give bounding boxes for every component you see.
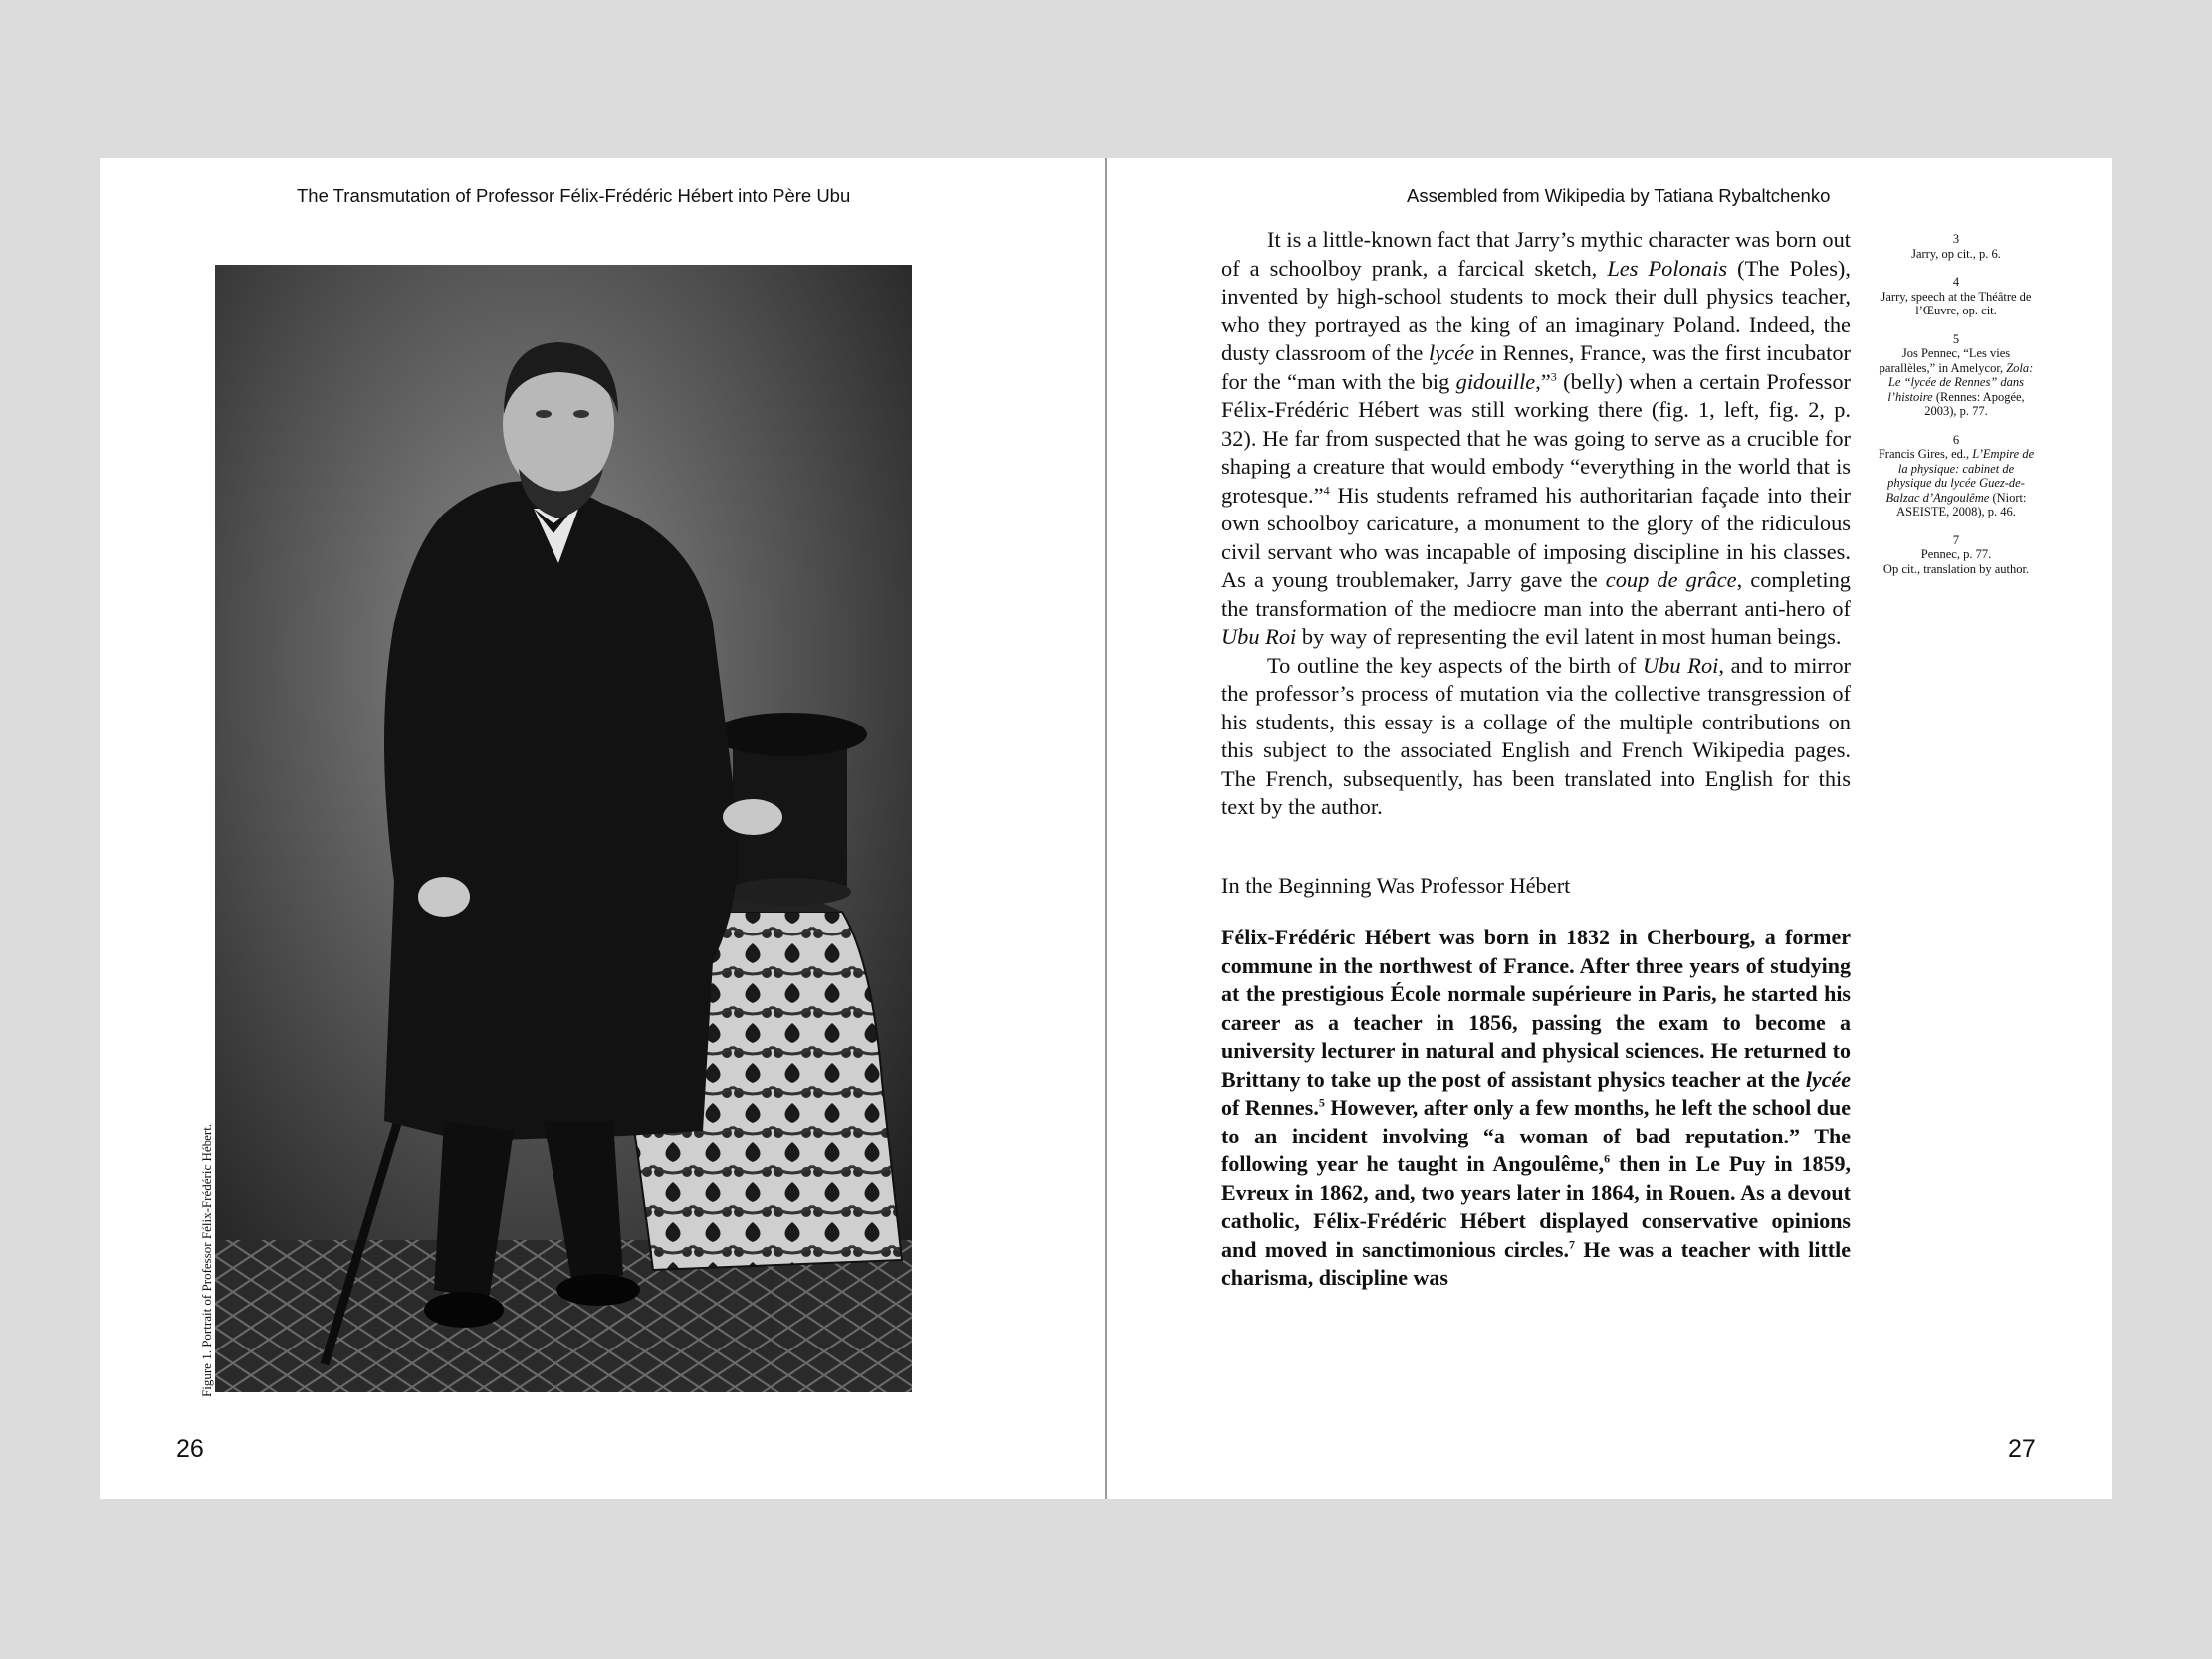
sidenote-3: 3 Jarry, op cit., p. 6.: [1911, 232, 2001, 261]
sidenote-4: 4 Jarry, speech at the Théâtre de l’Œuvre, op. cit.: [1880, 275, 2032, 317]
portrait-photograph: [215, 265, 912, 1392]
section-heading: In the Beginning Was Professor Hébert: [1221, 872, 1571, 898]
right-running-head: Assembled from Wikipedia by Tatiana Rybaltchenko: [1407, 185, 1831, 206]
book-spread: [100, 158, 2112, 1499]
paragraph-3: Félix-Frédéric Hébert was born in 1832 in Cherbourg, a former commune in the northwest of France. After three years of studying at the prestigious École normale supérieure in Paris, he started his career as a teacher in 1856, passing the exam to become a university lecturer in natural and physical sciences. He returned to Brittany to take up the post of assistant physics teacher at the lycée of Rennes.$^5$ However, after only a few months, he left the school due to an incident involving “a woman of bad reputation.” The following year he taught in Angoulême,$^6$ then in Le Puy in 1859, Evreux in 1862, and, two years later in 1864, in Rouen. As a devout catholic, Félix-Frédéric Hébert displayed conservative opinions and moved in sanctimonious circles.$^7$ He was a teacher with little charisma, discipline was: [1221, 925, 1852, 1290]
main-body-text: [1221, 226, 1851, 1293]
figure-caption: Figure 1. Portrait of Professor Félix-Frédéric Hébert.: [199, 1123, 214, 1397]
footnote-ref-4: 4: [1323, 483, 1330, 498]
footnote-ref-6: 6: [1604, 1151, 1611, 1166]
sidenotes: [1877, 232, 2036, 590]
sidenote-7: 7 Pennec, p. 77. Op cit., translation by author.: [1882, 532, 2030, 576]
sidenote-6: 6 Francis Gires, ed., L’Empire de la physique: cabinet de physique du lycée Guez-de-Balzac d’Angoulême (Niort: ASEISTE, 2008), p. 46.: [1878, 432, 2035, 518]
left-page-number: 26: [176, 1435, 204, 1463]
paragraph-1: It is a little-known fact that Jarry’s mythic character was born out of a schoolboy prank, a farcical sketch, Les Polonais (The Poles), invented by high-school students to mock their dull physics teacher, who they portrayed as the king of an imaginary Poland. Indeed, the dusty classroom of the lycée in Rennes, France, was the first incubator for the “man with the big gidouille,”$^3$ (belly) when a certain Professor Félix-Frédéric Hébert was still working there (fig. 1, left, fig. 2, p. 32). He far from suspected that he was going to serve as a crucible for shaping a creature that would embody “everything in the world that is grotesque.”$^4$ His students reframed his authoritarian façade into their own schoolboy caricature, a monument to the glory of the ridiculous civil servant who was incapable of imposing discipline in his classes. As a young troublemaker, Jarry gave the coup de grâce, completing the transformation of the mediocre man into the aberrant anti-hero of Ubu Roi by way of representing the evil latent in most human beings.: [1221, 227, 1851, 649]
gutter-divider: [1105, 158, 1107, 1499]
footnote-ref-7: 7: [1569, 1237, 1575, 1252]
footnote-ref-3: 3: [1550, 369, 1557, 384]
right-page-number: 27: [2008, 1435, 2036, 1463]
sidenote-5: 5 Jos Pennec, “Les vies parallèles,” in Amelycor, Zola: Le “lycée de Rennes” dans l’histoire (Rennes: Apogée, 2003), p. 77.: [1879, 331, 2034, 418]
left-running-head: The Transmutation of Professor Félix-Frédéric Hébert into Père Ubu: [297, 185, 851, 206]
footnote-ref-5: 5: [1318, 1095, 1325, 1110]
paragraph-2: To outline the key aspects of the birth of Ubu Roi, and to mirror the professor’s process of mutation via the collective transgression of his students, this essay is a collage of the multiple contributions on this subject to the associated English and French Wikipedia pages. The French, subsequently, has been translated into English for this text by the author.: [1221, 652, 1851, 819]
portrait-image: [215, 265, 912, 1392]
